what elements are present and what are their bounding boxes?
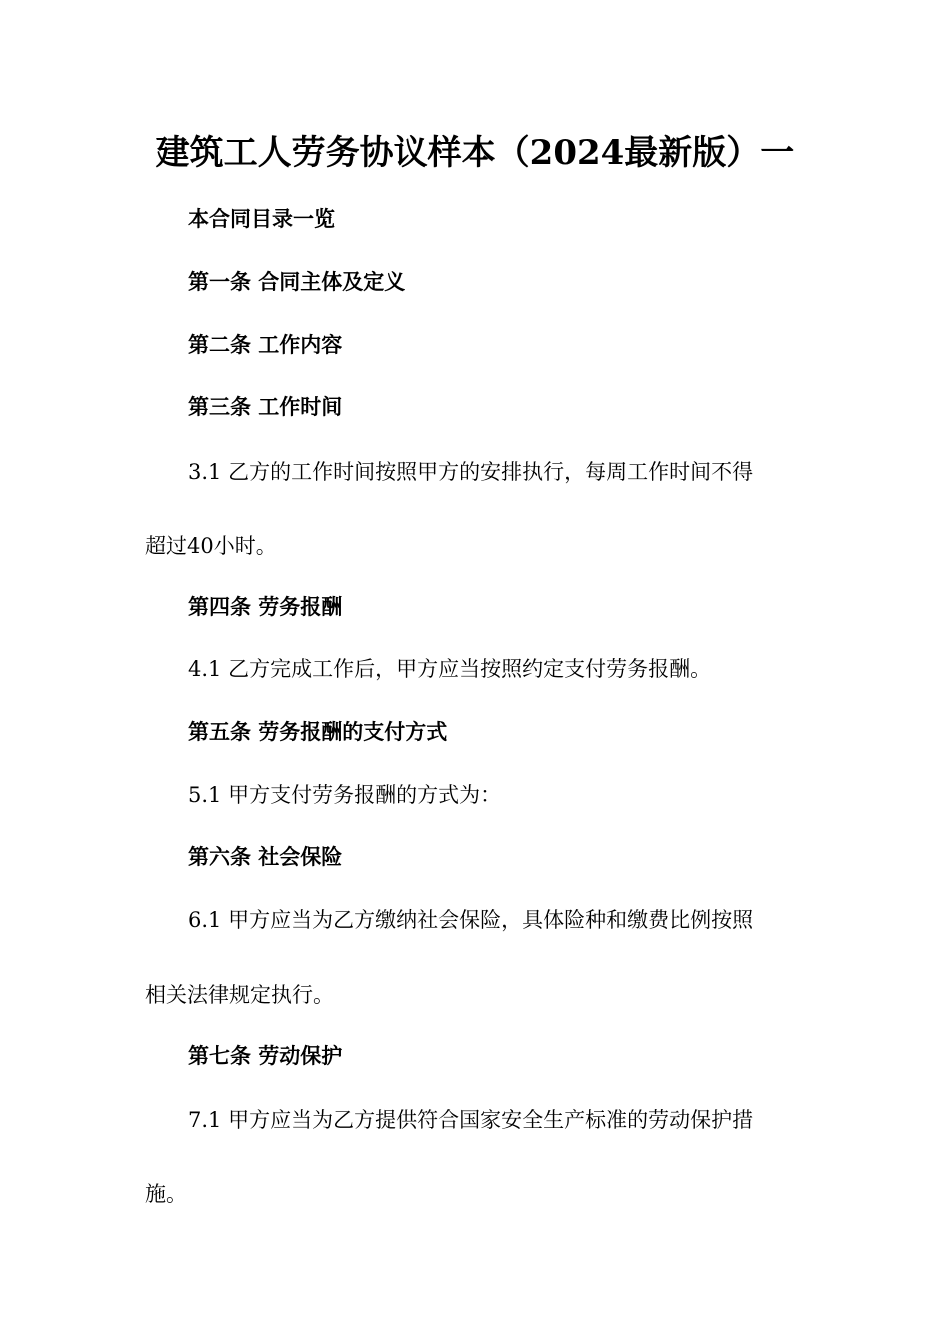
article-7-clause-1-line-1: 7.1 甲方应当为乙方提供符合国家安全生产标准的劳动保护措 [188, 1108, 754, 1132]
document-title: 建筑工人劳务协议样本（2024最新版）一 [155, 133, 795, 173]
article-3-clause-1-line-1: 3.1 乙方的工作时间按照甲方的安排执行，每周工作时间不得 [188, 460, 754, 484]
article-4-heading: 第四条 劳务报酬 [188, 595, 343, 619]
article-1-heading: 第一条 合同主体及定义 [188, 270, 406, 294]
article-3-heading: 第三条 工作时间 [188, 395, 343, 419]
article-6-heading: 第六条 社会保险 [188, 845, 343, 869]
toc-heading: 本合同目录一览 [188, 207, 335, 231]
article-6-clause-1-line-2: 相关法律规定执行。 [145, 983, 334, 1007]
article-4-clause-1-line-1: 4.1 乙方完成工作后，甲方应当按照约定支付劳务报酬。 [188, 657, 712, 681]
article-7-heading: 第七条 劳动保护 [188, 1044, 343, 1068]
article-6-clause-1-line-1: 6.1 甲方应当为乙方缴纳社会保险，具体险种和缴费比例按照 [188, 908, 754, 932]
article-5-clause-1-line-1: 5.1 甲方支付劳务报酬的方式为： [188, 783, 502, 807]
article-7-clause-1-line-2: 施。 [145, 1182, 187, 1206]
article-3-clause-1-line-2: 超过40小时。 [145, 534, 277, 558]
article-2-heading: 第二条 工作内容 [188, 333, 343, 357]
article-5-heading: 第五条 劳务报酬的支付方式 [188, 720, 448, 744]
